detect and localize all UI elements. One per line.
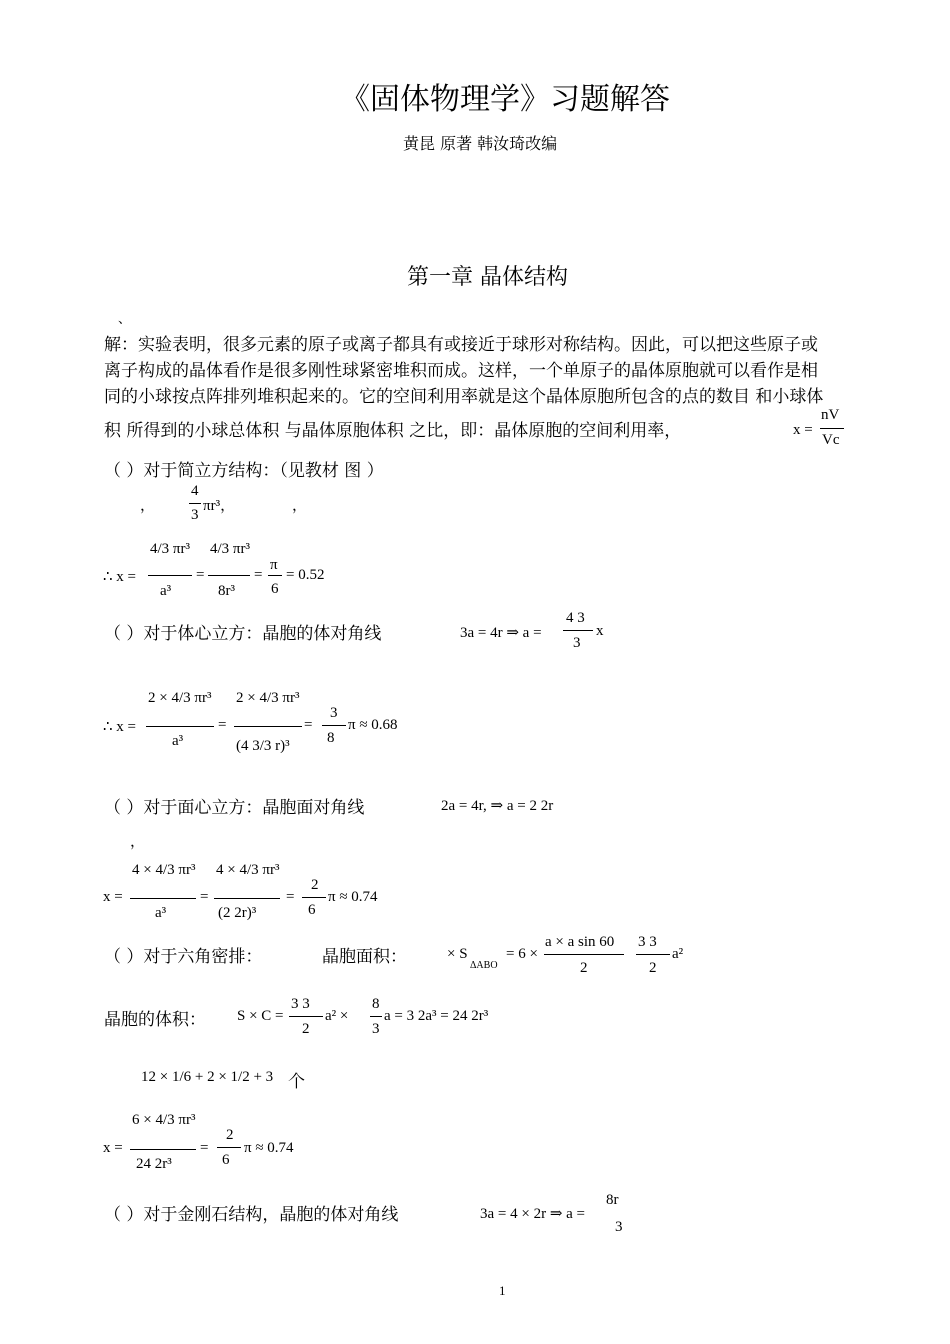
hcp-heading: （ ）对于六角密排： xyxy=(104,947,263,967)
fraction-bar xyxy=(289,1016,323,1017)
intro-line-1: 解：实验表明，很多元素的原子或离子都具有或接近于球形对称结构。因此，可以把这些原子或 xyxy=(104,335,818,355)
fcc-f2-num: 4 × 4/3 πr³ xyxy=(216,862,280,878)
equals: = xyxy=(286,889,295,905)
sc-vol-den: 3 xyxy=(191,507,199,523)
hcp-f3-num: 2 xyxy=(226,1127,234,1143)
packing-formula-lhs: x = xyxy=(793,422,813,438)
hcp-count-unit: 个 xyxy=(288,1072,305,1092)
hcp-vol-c-num: 3 3 xyxy=(291,996,310,1012)
bcc-f2-num: 2 × 4/3 πr³ xyxy=(236,690,300,706)
hcp-area-den: 2 xyxy=(580,960,588,976)
sc-f1-den: a³ xyxy=(160,583,172,599)
sc-f2-num: 4/3 πr³ xyxy=(210,541,250,557)
hcp-area-label: 晶胞面积： xyxy=(322,947,407,967)
packing-formula-numerator: nV xyxy=(821,407,840,423)
hcp-result: π ≈ 0.74 xyxy=(244,1140,294,1156)
bcc-result: π ≈ 0.68 xyxy=(348,717,398,733)
sc-result: = 0.52 xyxy=(286,567,325,583)
intro-line-4: 积 所得到的小球总体积 与晶体原胞体积 之比，即：晶体原胞的空间利用率， xyxy=(104,421,682,441)
sc-vol-num: 4 xyxy=(191,483,199,499)
hcp-area-c-num: 3 3 xyxy=(638,934,657,950)
fcc-f1-den: a³ xyxy=(155,905,167,921)
hcp-vol-label: 晶胞的体积： xyxy=(104,1010,206,1030)
bcc-f3-den: 8 xyxy=(327,730,335,746)
hcp-lhs: x = xyxy=(103,1140,123,1156)
hcp-area-num: a × a sin 60 xyxy=(545,934,615,950)
fcc-f1-num: 4 × 4/3 πr³ xyxy=(132,862,196,878)
bcc-f1-den: a³ xyxy=(172,733,184,749)
sc-comma-1: ， xyxy=(140,498,156,514)
sc-f2-den: 8r³ xyxy=(218,583,235,599)
hcp-area-mid: = 6 × xyxy=(506,946,538,962)
fcc-f3-den: 6 xyxy=(308,902,316,918)
hcp-vol-c2-num: 8 xyxy=(372,996,380,1012)
fcc-lhs: x = xyxy=(103,889,123,905)
sc-therefore: ∴ x = xyxy=(103,569,137,585)
fcc-relation: 2a = 4r, ⇒ a = 2 2r xyxy=(441,798,554,814)
fcc-f3-num: 2 xyxy=(311,877,319,893)
chapter-title: 第一章 晶体结构 xyxy=(407,265,568,290)
fcc-comma: ， xyxy=(130,834,146,850)
fcc-heading: （ ）对于面心立方：晶胞面对角线 xyxy=(104,798,365,818)
equals: = xyxy=(304,717,313,733)
diamond-rel-den: 3 xyxy=(615,1219,623,1235)
sc-f1-num: 4/3 πr³ xyxy=(150,541,190,557)
fraction-bar xyxy=(148,575,192,576)
equals: = xyxy=(200,889,209,905)
hcp-vol-mid: a² × xyxy=(325,1008,349,1024)
bcc-f3-num: 3 xyxy=(330,705,338,721)
stray-mark: 、 xyxy=(118,312,132,327)
bcc-rel-tail: x xyxy=(596,623,604,639)
fraction-bar xyxy=(208,575,250,576)
fraction-bar xyxy=(302,897,326,898)
intro-line-3: 同的小球按点阵排列堆积起来的。它的空间利用率就是这个晶体原胞所包含的点的数目 和小球体 xyxy=(104,387,824,407)
equals: = xyxy=(218,717,227,733)
fraction-bar xyxy=(370,1016,382,1017)
hcp-vol-c-den: 2 xyxy=(302,1021,310,1037)
hcp-f1-num: 6 × 4/3 πr³ xyxy=(132,1112,196,1128)
fraction-bar xyxy=(544,954,624,955)
page-number: 1 xyxy=(499,1283,506,1298)
sc-vol-tail: πr³， xyxy=(203,498,236,514)
fraction-bar xyxy=(130,1149,196,1150)
sc-comma-2: ， xyxy=(292,498,308,514)
equals: = xyxy=(254,567,263,583)
fraction-bar xyxy=(820,428,844,429)
bcc-heading: （ ）对于体心立方：晶胞的体对角线 xyxy=(104,624,382,644)
fraction-bar xyxy=(146,726,214,727)
intro-line-2: 离子构成的晶体看作是很多刚性球紧密堆积而成。这样，一个单原子的晶体原胞就可以看作是相 xyxy=(104,361,818,381)
fcc-f2-den: (2 2r)³ xyxy=(218,905,257,921)
fraction-bar xyxy=(217,1147,241,1148)
hcp-area-lhs: × S xyxy=(447,946,468,962)
packing-formula-denominator: Vc xyxy=(822,432,840,448)
diamond-heading: （ ）对于金刚石结构，晶胞的体对角线 xyxy=(104,1205,399,1225)
fcc-result: π ≈ 0.74 xyxy=(328,889,378,905)
sc-f3-num: π xyxy=(270,557,278,573)
fraction-bar xyxy=(234,726,302,727)
fraction-bar xyxy=(268,575,282,576)
bcc-rel-lhs: 3a = 4r ⇒ a = xyxy=(460,625,542,641)
fraction-bar xyxy=(214,898,280,899)
hcp-area-subscript: ΔABO xyxy=(470,960,498,971)
equals: = xyxy=(200,1140,209,1156)
hcp-vol-lhs: S × C = xyxy=(237,1008,284,1024)
bcc-therefore: ∴ x = xyxy=(103,719,137,735)
fraction-bar xyxy=(322,725,346,726)
bcc-rel-den: 3 xyxy=(573,635,581,651)
fraction-bar xyxy=(130,898,196,899)
hcp-f3-den: 6 xyxy=(222,1152,230,1168)
sc-f3-den: 6 xyxy=(271,581,279,597)
document-title: 《固体物理学》习题解答 xyxy=(340,82,670,117)
bcc-f2-den: (4 3/3 r)³ xyxy=(236,738,290,754)
equals: = xyxy=(196,567,205,583)
hcp-f1-den: 24 2r³ xyxy=(136,1156,172,1172)
hcp-count: 12 × 1/6 + 2 × 1/2 + 3 xyxy=(141,1069,274,1085)
diamond-relation: 3a = 4 × 2r ⇒ a = xyxy=(480,1206,586,1222)
hcp-vol-tail: a = 3 2a³ = 24 2r³ xyxy=(384,1008,489,1024)
fraction-bar xyxy=(563,630,593,631)
hcp-vol-c2-den: 3 xyxy=(372,1021,380,1037)
bcc-rel-num: 4 3 xyxy=(566,610,585,626)
hcp-area-c-den: 2 xyxy=(649,960,657,976)
diamond-rel-num: 8r xyxy=(606,1192,619,1208)
fraction-bar xyxy=(189,503,201,504)
bcc-f1-num: 2 × 4/3 πr³ xyxy=(148,690,212,706)
fraction-bar xyxy=(636,954,670,955)
authors-line: 黄昆 原著 韩汝琦改编 xyxy=(403,134,558,153)
sc-heading: （ ）对于简立方结构：（见教材 图 ） xyxy=(104,461,384,481)
hcp-area-tail: a² xyxy=(672,946,684,962)
